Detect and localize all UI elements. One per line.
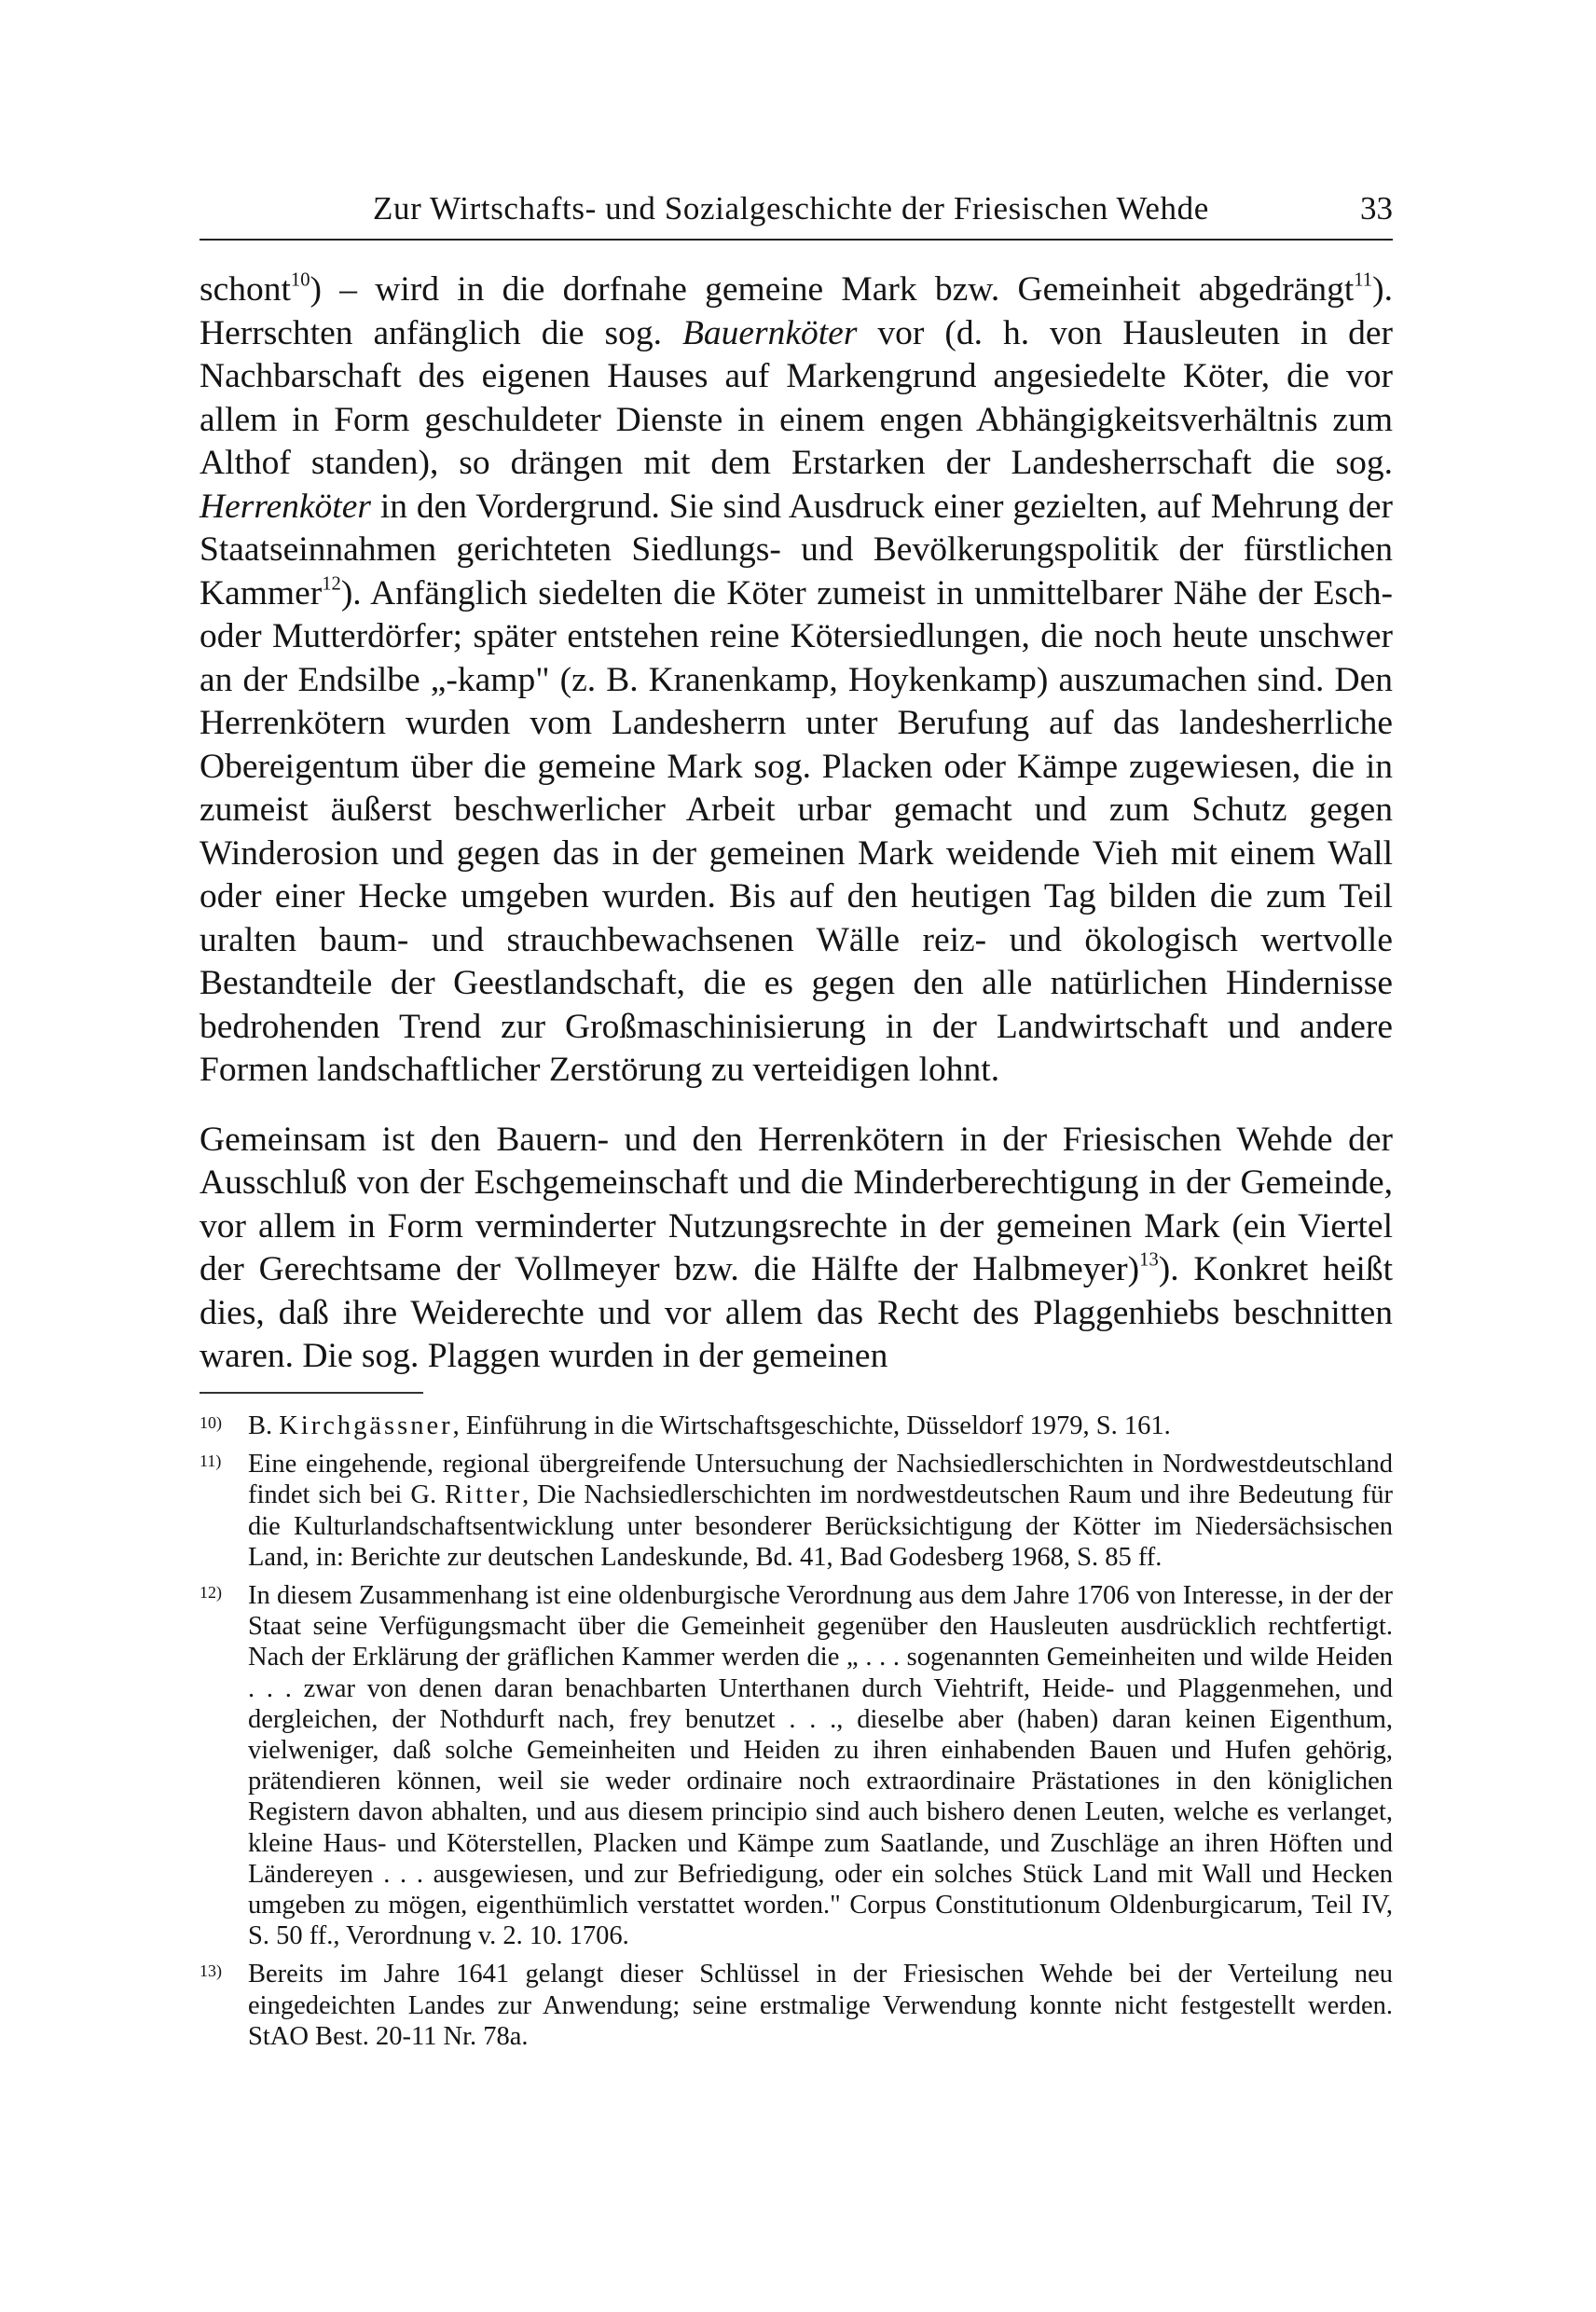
paragraph-1	[200, 268, 1393, 1093]
text-run: vor (d. h. von Hausleuten in der Nachbarschaft des eigenen Hauses auf Markengrund angesiedelte Köter, die vor allem in Form geschuldeter Dienste in einem engen Abhängigkeitsverhältnis zum Althof standen), so drängen mit dem Erstarken der Landesherrschaft die sog.	[200, 313, 1393, 482]
paragraph-2	[200, 1119, 1393, 1379]
footnote-number: 12)	[200, 1583, 222, 1603]
footnote-number: 10)	[200, 1413, 222, 1432]
text-run: in den Vordergrund. Sie sind Ausdruck einer gezielten, auf Mehrung der Staatseinnahmen gerichteten Siedlungs- und Bevölkerungspolitik der fürstlichen Kammer	[200, 487, 1393, 612]
footnote-ref-13: 13	[1139, 1249, 1159, 1271]
footnote-ref-12: 12	[322, 573, 341, 595]
footnote-12	[200, 1580, 1393, 1951]
text-run: Gemeinsam ist den Bauern- und den Herrenkötern in der Friesischen Wehde der Ausschluß von der Eschgemeinschaft und die Minderberechtigung in der Gemeinde, vor allem in Form verminderter Nutzungsrechte in der gemeinen Mark (ein Viertel der Gerechtsame der Vollmeyer bzw. die Hälfte der Halbmeyer)	[200, 1120, 1393, 1288]
footnote-text: , Einführung in die Wirtschaftsgeschichte, Düsseldorf 1979, S. 161.	[452, 1411, 1171, 1440]
text-run: ) – wird in die dorfnahe gemeine Mark bzw. Gemeinheit abgedrängt	[310, 270, 1355, 309]
body-text	[200, 268, 1393, 1379]
footnote-text: Bereits im Jahre 1641 gelangt dieser Schlüssel in der Friesischen Wehde bei der Verteilung neu eingedeichten Landes zur Anwendung; seine erstmalige Verwendung konnte nicht festgestellt werden. StAO Best. 20-11 Nr. 78a.	[248, 1960, 1393, 2051]
page-number: 33	[1360, 190, 1393, 227]
text-run: ). Herrschten anfänglich die sog.	[200, 270, 1393, 352]
footnote-number: 11)	[200, 1452, 222, 1471]
footnote-10	[200, 1411, 1393, 1441]
italic-term-herrenkoeter: Herrenköter	[200, 487, 371, 526]
author-name: Kirchgässner	[279, 1411, 453, 1440]
footnote-text: , Die Nachsiedlerschichten im nordwestdeutschen Raum und ihre Bedeutung für die Kulturlandschaftsentwicklung unter besonderer Berücksichtigung der Kötter im Niedersächsischen Land, in: Berichte zur deutschen Landeskunde, Bd. 41, Bad Godesberg 1968, S. 85 ff.	[248, 1480, 1393, 1572]
footnote-separator	[200, 1392, 423, 1394]
footnotes	[200, 1411, 1393, 2052]
footnote-ref-10: 10	[290, 269, 310, 291]
footnote-text: B.	[248, 1411, 280, 1440]
text-run: schont	[200, 270, 291, 309]
page-header	[200, 190, 1393, 246]
header-rule	[200, 239, 1393, 241]
text-run: ). Konkret heißt dies, daß ihre Weiderechte und vor allem das Recht des Plaggenhiebs beschnitten waren. Die sog. Plaggen wurden in der gemeinen	[200, 1250, 1393, 1375]
footnote-text: Eine eingehende, regional übergreifende Untersuchung der Nachsiedlerschichten in Nordwestdeutschland findet sich bei G.	[248, 1450, 1393, 1510]
footnote-13	[200, 1959, 1393, 2052]
italic-term-bauernkoeter: Bauernköter	[681, 313, 858, 352]
running-title: Zur Wirtschafts- und Sozialgeschichte der Friesischen Wehde	[373, 190, 1209, 227]
footnote-11	[200, 1449, 1393, 1573]
footnote-number: 13)	[200, 1961, 222, 1981]
text-run: ). Anfänglich siedelten die Köter zumeist in unmittelbarer Nähe der Esch- oder Mutterdörfer; später entstehen reine Kötersiedlungen, die noch heute unschwer an der Endsilbe „-kamp" (z. B. Kranenkamp, Hoykenkamp) auszumachen sind. Den Herrenkötern wurden vom Landesherrn unter Berufung auf das landesherrliche Obereigentum über die gemeine Mark sog. Placken oder Kämpe zugewiesen, die in zumeist äußerst beschwerlicher Arbeit urbar gemacht und zum Schutz gegen Winderosion und gegen das in der gemeinen Mark weidende Vieh mit einem Wall oder einer Hecke umgeben wurden. Bis auf den heutigen Tag bilden die zum Teil uralten baum- und strauchbewachsenen Wälle reiz- und ökologisch wertvolle Bestandteile der Geestlandschaft, die es gegen den alle natürlichen Hindernisse bedrohenden Trend zur Großmaschinisierung in der Landwirtschaft und andere Formen landschaftlicher Zerstörung zu verteidigen lohnt.	[200, 573, 1393, 1089]
author-name: Ritter	[445, 1480, 523, 1510]
footnote-text: In diesem Zusammenhang ist eine oldenburgische Verordnung aus dem Jahre 1706 von Interesse, in der der Staat seine Verfügungsmacht über die Gemeinheit gegenüber den Hausleuten ausdrücklich rechtfertigt. Nach der Erklärung der gräflichen Kammer werden die „ . . . sogenannten Gemeinheiten und wilde Heiden . . . zwar von denen daran benachbarten Unterthanen durch Viehtrift, Heide- und Plaggenmehen, und dergleichen, der Nothdurft nach, frey benutzet . . ., dieselbe aber (haben) daran keinen Eigenthum, vielweniger, daß solche Gemeinheiten und Heiden zu ihren einhabenden Bauen und Hufen gehörig, prätendieren können, weil sie weder ordinaire noch extraordinaire Prästationes in den königlichen Registern davon abhalten, und aus diesem principio sind auch bishero denen Leuten, welche es verlanget, kleine Haus- und Köterstellen, Placken und Kämpe zum Saatlande, und Zuschläge an ihren Höften und Ländereyen . . . ausgewiesen, und zur Befriedigung, oder ein solches Stück Land mit Wall und Hecken umgeben zu mögen, eigenthümlich verstattet worden." Corpus Constitutionum Oldenburgicarum, Teil IV, S. 50 ff., Verordnung v. 2. 10. 1706.	[248, 1581, 1393, 1951]
footnote-ref-11: 11	[1354, 269, 1373, 291]
